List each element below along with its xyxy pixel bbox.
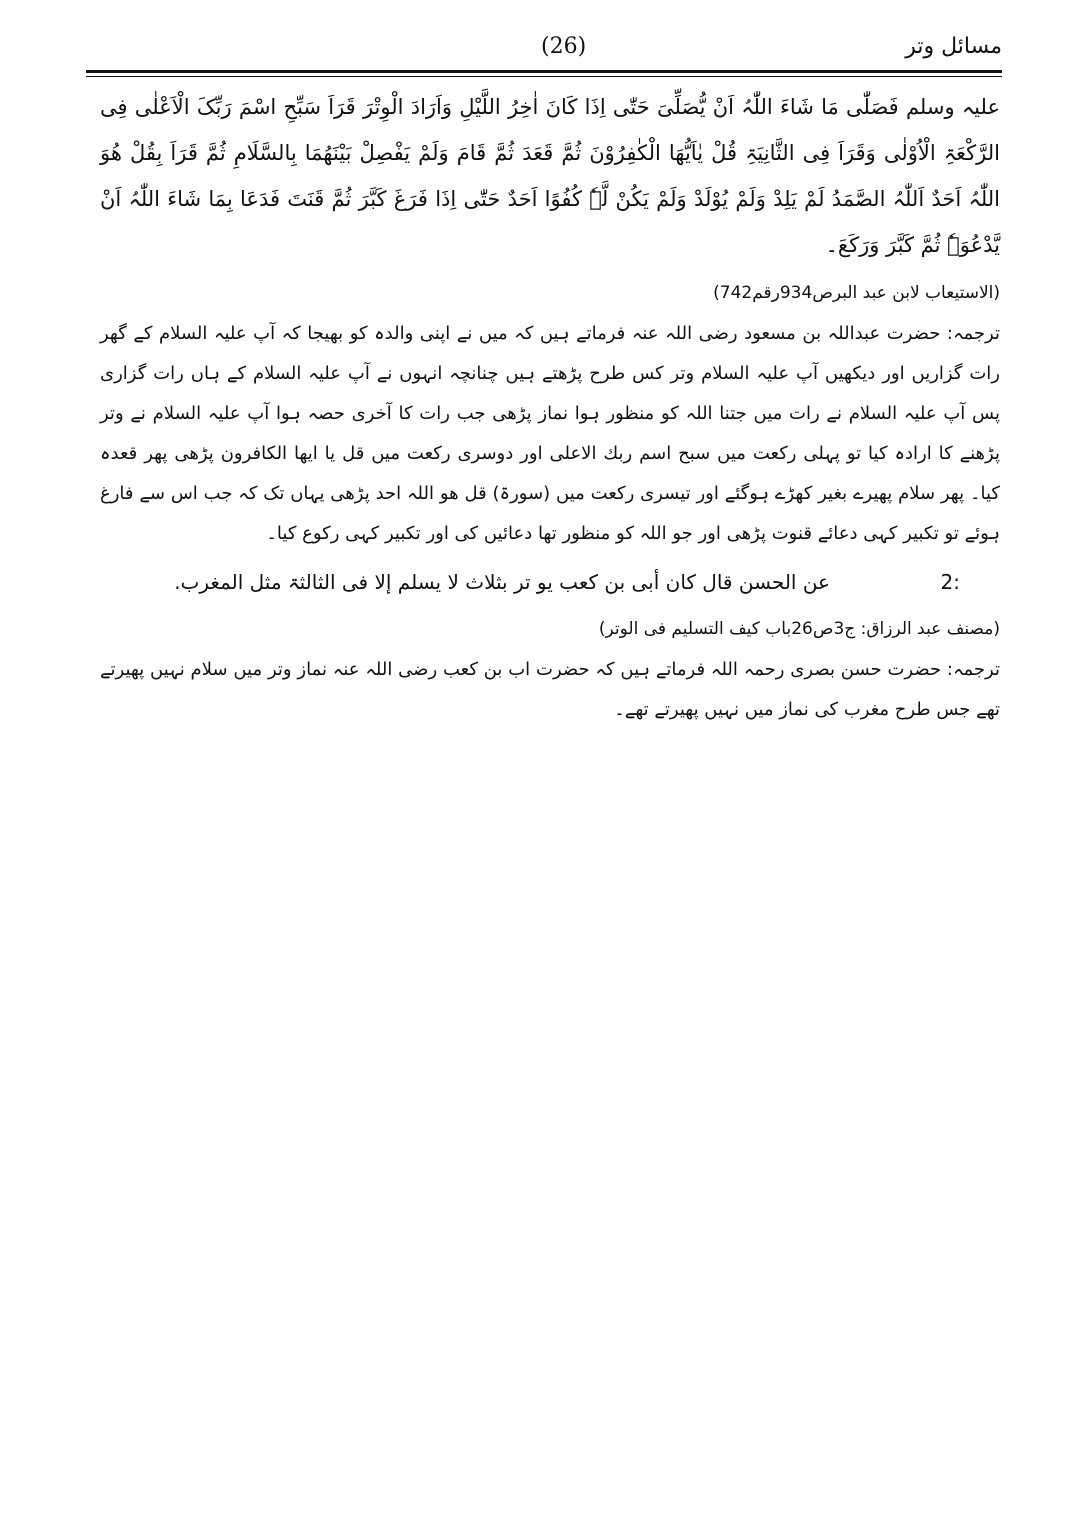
hadith-2-row bbox=[100, 560, 1000, 604]
hadith-1-citation: (الاستیعاب لابن عبد البرص934رقم742) bbox=[713, 283, 1000, 303]
hadith-2-number: :2 bbox=[940, 570, 960, 594]
page-content bbox=[100, 84, 1000, 730]
page-number: (26) bbox=[541, 34, 587, 59]
hadith-2-translation: ترجمہ: حضرت حسن بصری رحمہ اللہ فرماتے ہیں کہ حضرت اب بن کعب رضی اللہ عنہ نماز وتر میں سلام نہیں پھیرتے تھے جس طرح مغرب کی نماز میں نہیں پھیرتے تھے۔ bbox=[100, 659, 1000, 720]
hadith-2-citation: (مصنف عبد الرزاق: ج3ص26باب کیف التسلیم فی الوتر) bbox=[598, 619, 1000, 639]
hadith-1-translation: ترجمہ: حضرت عبداللہ بن مسعود رضی اللہ عنہ فرماتے ہیں کہ میں نے اپنی والدہ کو بھیجا کہ آپ علیہ السلام کے گھر رات گزاریں اور دیکھیں آپ علیہ السلام وتر کس طرح پڑھتے ہیں چنانچہ انہوں نے آپ علیہ السلام کے ہاں رات گزاری پس آپ علیہ السلام نے رات میں جتنا اللہ کو منظور ہوا نماز پڑھی جب رات کا آخری حصہ ہوا آپ علیہ السلام نے وتر پڑھنے کا ارادہ کیا تو پہلی رکعت میں سبح اسم ربك الاعلی اور دوسری رکعت میں قل یا ایھا الکافرون پڑھی پھر قعدہ کیا۔ پھر سلام پھیرے بغیر کھڑے ہوگئے اور تیسری رکعت میں (سورۃ) قل ھو اللہ احد پڑھی یہاں تک کہ جب اس سے فارغ ہوئے تو تکبیر کہی دعائے قنوت پڑھی اور جو اللہ کو منظور تھا دعائیں کی اور تکبیر کہی رکوع کیا۔ bbox=[100, 323, 1000, 544]
book-title: مسائل وتر bbox=[905, 34, 1002, 59]
hadith-1-arabic-text: علیہ وسلم فَصَلّٰی مَا شَاءَ اللّٰہُ اَنْ یُّصَلِّیَ حَتّٰی اِذَا کَانَ اٰخِرُ اللَّیْلِ وَاَرَادَ الْوِتْرَ قَرَاَ سَبِّحِ اسْمَ رَبِّکَ الْاَعْلٰی فِی الرَّکْعَۃِ الْاُوْلٰی وَقَرَاَ فِی الثَّانِیَۃِ قُلْ یٰاَیُّھَا الْکٰفِرُوْنَ ثُمَّ قَعَدَ ثُمَّ قَامَ وَلَمْ یَفْصِلْ بَیْنَھُمَا بِالسَّلَامِ ثُمَّ قَرَاَ بِقُلْ ھُوَ اللّٰہُ اَحَدٌ اَللّٰہُ الصَّمَدُ لَمْ یَلِدْ وَلَمْ یُوْلَدْ وَلَمْ یَکُنْ لَّہٗ کُفُوًا اَحَدٌ حَتّٰی اِذَا فَرَغَ کَبَّرَ ثُمَّ قَنَتَ فَدَعَا بِمَا شَاءَ اللّٰہُ اَنْ یَّدْعُوَہٗ ثُمَّ کَبَّرَ وَرَکَعَ۔ bbox=[100, 95, 1000, 257]
header-rule-thin bbox=[86, 76, 1002, 77]
page-header bbox=[86, 30, 1002, 72]
hadith-2-arabic-text: عن الحسن قال کان أبی بن کعب یو تر بثلاث لا یسلم إلا فی الثالثۃ مثل المغرب. bbox=[174, 570, 830, 594]
header-rule-thick bbox=[86, 70, 1002, 73]
